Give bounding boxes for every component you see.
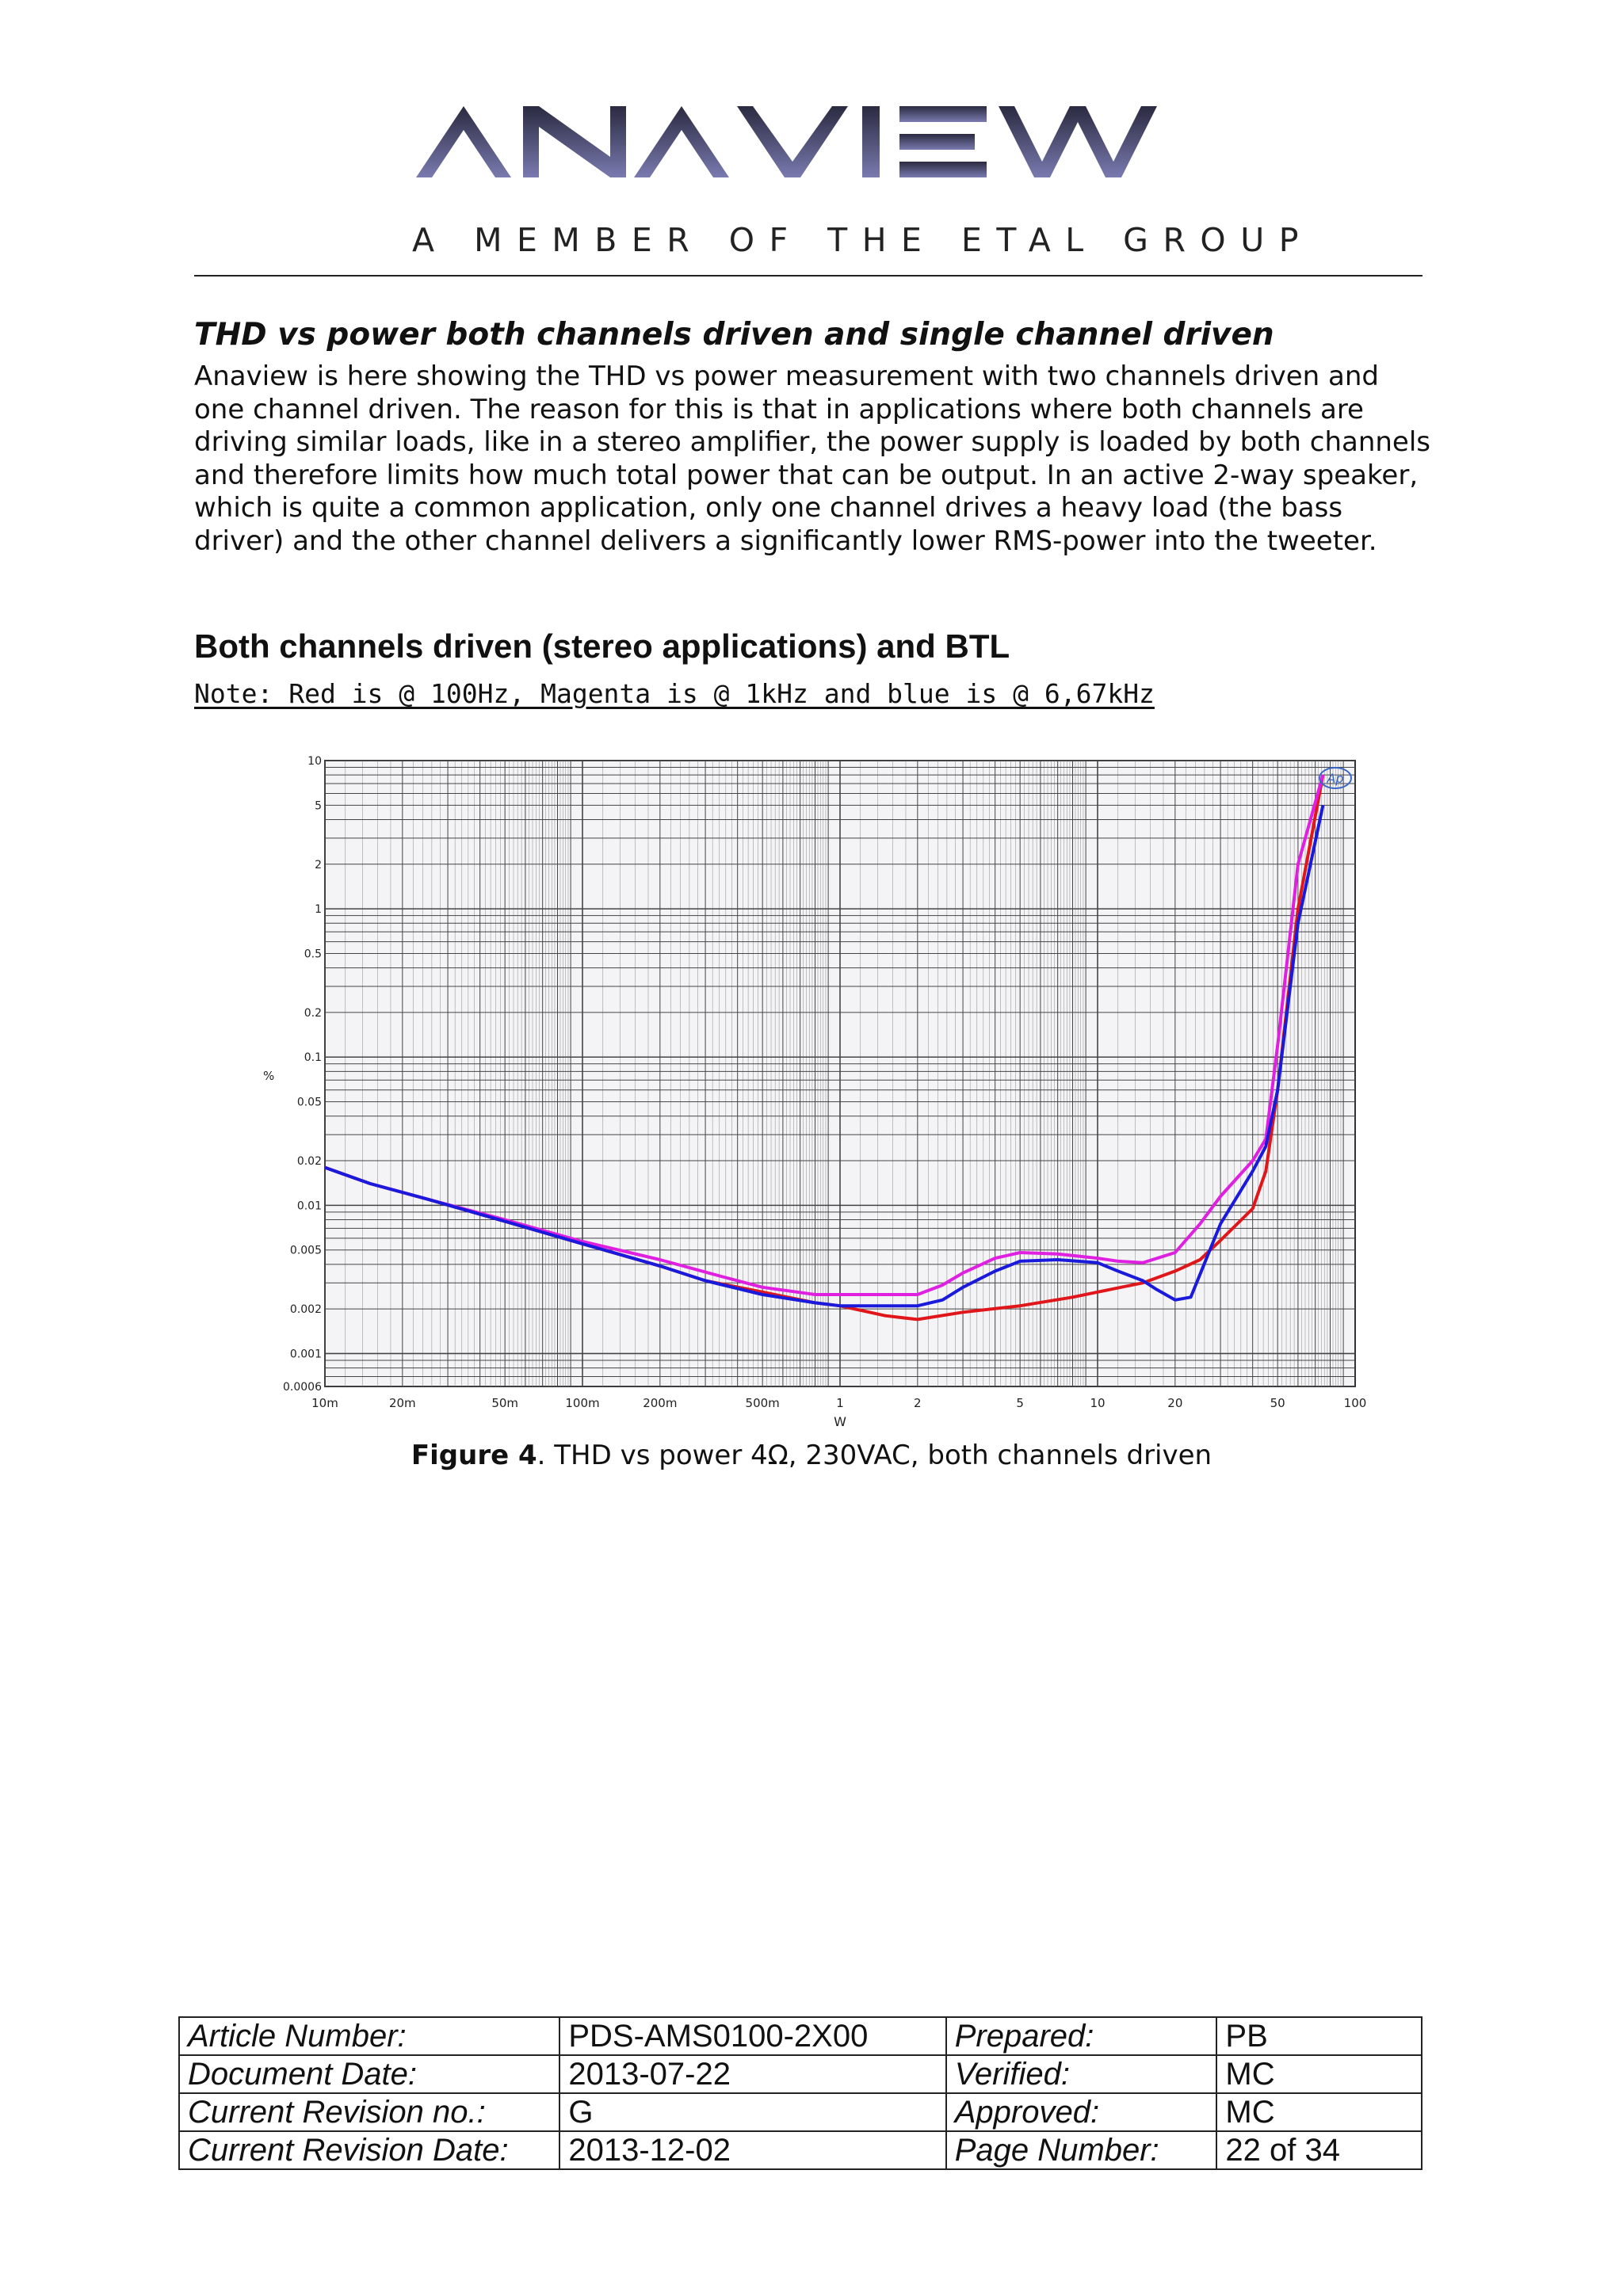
info-label: Current Revision Date: bbox=[179, 2131, 559, 2169]
info-row bbox=[179, 2017, 1422, 2055]
x-tick-label: 100m bbox=[565, 1396, 600, 1410]
y-tick-label: 0.001 bbox=[289, 1348, 322, 1361]
y-tick-label: 1 bbox=[315, 903, 322, 917]
document-info-table bbox=[178, 2016, 1423, 2170]
info-value: PB bbox=[1216, 2017, 1422, 2055]
info-row bbox=[179, 2093, 1422, 2131]
x-tick-label: 50 bbox=[1270, 1396, 1285, 1410]
x-tick-label: 50m bbox=[491, 1396, 519, 1410]
info-value: 22 of 34 bbox=[1216, 2131, 1422, 2169]
figure-caption bbox=[0, 1438, 1623, 1473]
info-value: MC bbox=[1216, 2093, 1422, 2131]
x-tick-label: 2 bbox=[914, 1396, 922, 1410]
info-row bbox=[179, 2131, 1422, 2169]
info-label: Verified: bbox=[946, 2055, 1217, 2093]
y-tick-label: 0.005 bbox=[289, 1244, 322, 1257]
x-tick-label: 20 bbox=[1167, 1396, 1183, 1410]
x-tick-label: 5 bbox=[1016, 1396, 1024, 1410]
thd-vs-power-chart bbox=[254, 749, 1367, 1438]
logo-tagline: A MEMBER OF THE ETAL GROUP bbox=[412, 221, 1313, 259]
color-note bbox=[194, 677, 1430, 711]
anaview-logo bbox=[396, 95, 1313, 277]
info-value: 2013-07-22 bbox=[559, 2055, 945, 2093]
figure-caption-text: . THD vs power 4Ω, 230VAC, both channels driven bbox=[537, 1440, 1212, 1471]
info-value: G bbox=[559, 2093, 945, 2131]
header-divider bbox=[194, 275, 1423, 277]
section-title: THD vs power both channels driven and single channel driven bbox=[194, 317, 1274, 353]
y-tick-label: 0.002 bbox=[289, 1303, 322, 1317]
x-axis-label: W bbox=[834, 1414, 846, 1429]
info-label: Page Number: bbox=[946, 2131, 1217, 2169]
x-tick-label: 10m bbox=[311, 1396, 338, 1410]
info-row bbox=[179, 2055, 1422, 2093]
y-tick-label: 0.0006 bbox=[283, 1381, 322, 1394]
y-tick-label: 0.2 bbox=[304, 1006, 322, 1020]
info-label: Current Revision no.: bbox=[179, 2093, 559, 2131]
info-value: PDS-AMS0100-2X00 bbox=[559, 2017, 945, 2055]
y-tick-label: 10 bbox=[307, 755, 322, 768]
x-tick-label: 200m bbox=[643, 1396, 678, 1410]
x-tick-label: 100 bbox=[1343, 1396, 1367, 1410]
y-axis-label: % bbox=[263, 1069, 275, 1084]
color-note-text: Note: Red is @ 100Hz, Magenta is @ 1kHz and blue is @ 6,67kHz bbox=[194, 678, 1155, 709]
info-value: MC bbox=[1216, 2055, 1422, 2093]
y-tick-label: 0.5 bbox=[304, 948, 322, 961]
ap-badge-text: Ap bbox=[1327, 771, 1344, 786]
x-tick-label: 500m bbox=[745, 1396, 780, 1410]
y-tick-label: 5 bbox=[315, 799, 322, 813]
x-tick-label: 1 bbox=[836, 1396, 844, 1410]
x-tick-label: 20m bbox=[388, 1396, 416, 1410]
info-value: 2013-12-02 bbox=[559, 2131, 945, 2169]
info-label: Document Date: bbox=[179, 2055, 559, 2093]
figure-caption-label: Figure 4 bbox=[411, 1440, 537, 1471]
x-tick-label: 10 bbox=[1090, 1396, 1106, 1410]
y-tick-label: 0.05 bbox=[296, 1096, 322, 1109]
y-tick-label: 2 bbox=[315, 858, 322, 871]
intro-paragraph: Anaview is here showing the THD vs power measurement with two channels driven and one channel driven. The reason for this is that in applications where both channels are driving similar loads, like in a stereo amplifier, the power supply is loaded by both channels and therefore limits how much total power that can be output. In an active 2-way speaker, which is quite a common application, only one channel drives a heavy load (the bass driver) and the other channel delivers a significantly lower RMS-power into the tweeter. bbox=[194, 360, 1430, 557]
subsection-heading: Both channels driven (stereo applications) and BTL bbox=[194, 627, 1010, 665]
y-tick-label: 0.02 bbox=[296, 1155, 322, 1169]
y-tick-label: 0.1 bbox=[304, 1051, 322, 1065]
info-label: Approved: bbox=[946, 2093, 1217, 2131]
y-tick-label: 0.01 bbox=[296, 1199, 322, 1213]
info-label: Prepared: bbox=[946, 2017, 1217, 2055]
info-label: Article Number: bbox=[179, 2017, 559, 2055]
